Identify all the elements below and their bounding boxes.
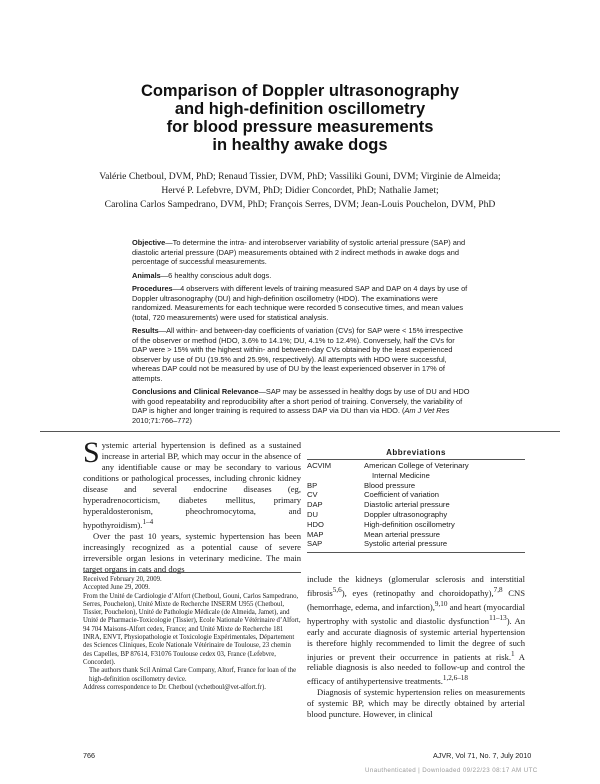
abstract-animals [132, 271, 470, 281]
author-list [40, 170, 560, 212]
reference-marker: 7,8 [493, 586, 503, 594]
abbreviation-definition: American College of Veterinary [364, 461, 469, 470]
reference-marker: 5,6 [332, 586, 342, 594]
body-text: include the kidneys (glomerular sclerosis and interstitial fibrosis [307, 574, 525, 598]
author-line: Hervé P. Lefebvre, DVM, PhD; Didier Concordet, PhD; Nathalie Jamet; [161, 185, 439, 196]
abbreviation-row [307, 539, 525, 549]
abbreviation-definition: High-definition oscillometry [364, 519, 455, 529]
title-line: in healthy awake dogs [212, 136, 388, 154]
abbreviation-row [307, 500, 525, 510]
intro-text: ystemic arterial hypertension is defined as a sustained increase in arterial BP, which may occur in the absence of any identifiable cause or may be secondary to various conditions or pathological processes, including chronic kidney disease and several endocrine diseases (eg, hyperadrenocorticism, diabetes mellitus, primary hyperaldosteronism, pheochromocytoma, and hypothyroidism). [83, 440, 301, 530]
correspondence: Address correspondence to Dr. Chetboul (vchetboul@vet-alfort.fr). [83, 683, 266, 691]
abstract-conclusions [132, 387, 470, 425]
author-line: Carolina Carlos Sampedrano, DVM, PhD; François Serres, DVM; Jean-Louis Pouchelon, DVM, PhD [104, 199, 496, 210]
abbreviation-definition: Mean arterial pressure [364, 529, 440, 539]
procedures-text: —4 observers with different levels of training measured SAP and DAP on 4 days by use of Doppler ultrasonography (DU) and high-definition oscillometry (HDO). The examinations were randomized. Measurements for each technique were recorded 5 consecutive times, and mean values (total, 720 measurements) were used for statistical analysis. [132, 284, 468, 322]
intro-paragraph [83, 436, 301, 531]
abbreviation-row [307, 471, 525, 481]
reference-marker: 1 [511, 649, 515, 658]
body-column-right [307, 574, 525, 720]
body-column-left [83, 436, 301, 575]
animals-text: —6 healthy conscious adult dogs. [160, 270, 272, 280]
abbreviation-code: ACVIM [307, 461, 332, 470]
body-text: ). An early and accurate diagnosis of systemic arterial hypertension is therefore highly recommended to limit the degree of such injuries or prevent their occurrence in patients at risk. [307, 615, 526, 662]
abbreviation-code: SAP [307, 539, 323, 549]
abbreviation-definition: Coefficient of variation [364, 490, 439, 500]
procedures-label: Procedures [132, 284, 173, 293]
abbreviation-code: MAP [307, 529, 324, 539]
reference-marker: 9,10 [434, 599, 448, 608]
page-number: 766 [83, 751, 95, 760]
body-text: ), eyes (retinopathy and choroidopathy), [341, 587, 494, 598]
abbreviation-definition: Diastolic arterial pressure [364, 500, 450, 510]
results-label: Results [132, 326, 159, 335]
abbreviation-code: DU [307, 509, 318, 519]
abbreviation-row [307, 490, 525, 500]
animals-label: Animals [132, 270, 161, 280]
abbreviation-row [307, 461, 525, 471]
abbreviation-row [307, 520, 525, 530]
abstract-procedures [132, 284, 470, 322]
conclusions-text: —SAP may be assessed in healthy dogs by use of DU and HDO with good repeatability and reproducibility after a short period of training. Conversely, the variability of DAP is higher and longer training is required to assess DAP via DU than via HDO. ( [132, 387, 470, 415]
title-line: and high-definition oscillometry [174, 100, 426, 118]
body-text: A reliable diagnosis is also needed to follow-up and control the efficacy of antihypertensive treatments. [307, 651, 525, 687]
body-paragraph: Diagnosis of systemic hypertension relies on measurements of systemic BP, which may be directly obtained by arterial blood puncture. However, in clinical [307, 687, 525, 720]
abbreviation-code [307, 471, 364, 481]
journal-footer: AJVR, Vol 71, No. 7, July 2010 [433, 751, 532, 760]
drop-cap: S [83, 436, 100, 469]
body-text: and heart (myocardial hypertrophy with systolic and diastolic dysfunction [307, 601, 525, 626]
article-notes [83, 576, 301, 692]
title-line: Comparison of Doppler ultrasonography [140, 82, 460, 100]
abbreviation-code: CV [307, 490, 318, 500]
body-paragraph [307, 574, 525, 687]
abbreviation-code: DAP [307, 500, 323, 510]
title-line: for blood pressure measurements [166, 118, 434, 136]
abbreviation-code: HDO [307, 519, 324, 529]
accepted-date: Accepted June 29, 2009. [83, 584, 151, 592]
abbreviation-row [307, 481, 525, 491]
objective-text: —To determine the intra- and interobserver variability of systolic arterial pressure (SAP) and diastolic arterial pressure (DAP) measurements obtained with 2 indirect methods in awake dogs and percentage of successful measurements. [132, 238, 466, 266]
citation-tail: 2010;71:766–772) [132, 415, 193, 425]
journal-citation: Am J Vet Res [404, 406, 450, 415]
reference-marker: 1,2,6–18 [442, 674, 468, 683]
abstract [132, 238, 470, 429]
reference-marker: 1–4 [142, 518, 154, 526]
affiliations: From the Unité de Cardiologie d’Alfort (Chetboul, Gouni, Carlos Sampedrano, Serres, Pouchelon), Unité Mixte de Recherche INSERM U955 (Chetboul, Tissier, Pouchelon), Unité de Pathologie Médicale (de Almeida, Jamet), and Unité de Pharmacie-Toxicologie (Tissier), Ecole Nationale Vétérinaire d’Alfort, 94 704 Maisons-Alfort cedex, France; and Unité Mixte de Recherche 181 INRA, ENVT, Physiopathologie et Toxicologie Expérimentales, Département des Sciences Cliniques, Ecole Nationale Vétérinaire de Toulouse, 23 chemin des Capelles, BP 87614, F31076 Toulouse cedex 03, France (Lefebvre, Concordet). [83, 592, 301, 666]
abbreviation-definition: Systolic arterial pressure [364, 539, 448, 549]
article-title [80, 82, 520, 154]
section-divider [40, 431, 560, 432]
abbreviations-box [307, 448, 525, 553]
abbreviation-row [307, 510, 525, 520]
abbreviation-definition: Internal Medicine [372, 470, 430, 480]
author-line: Valérie Chetboul, DVM, PhD; Renaud Tissier, DVM, PhD; Vassiliki Gouni, DVM; Virginie de Almeida; [99, 171, 501, 182]
download-watermark: Unauthenticated | Downloaded 09/22/23 08:17 AM UTC [365, 767, 538, 774]
acknowledgements: The authors thank Scil Animal Care Company, Altorf, France for loan of the high-definition oscillometry device. [89, 667, 297, 683]
body-text: CNS (hemorrhage, edema, and infarction), [307, 587, 525, 612]
conclusions-label: Conclusions and Clinical Relevance [132, 387, 259, 396]
abbreviation-row [307, 530, 525, 540]
abbreviations-heading: Abbreviations [307, 448, 525, 460]
body-paragraph: Over the past 10 years, systemic hypertension has been increasingly recognized as a potential cause of severe irreversible organ lesions in veterinary medicine. The main target organs in cats and dogs [83, 530, 301, 574]
footnote-divider [83, 572, 301, 573]
abbreviations-bottom-rule [307, 552, 525, 553]
results-text: —All within- and between-day coefficients of variation (CVs) for SAP were < 15% irrespective of the observer or method (HDO, 3.6% to 14.1%; DU, 4.1% to 12.4%). Conversely, half the CVs for DAP were > 15% with the highest within- and between-day CVs obtained by the least experienced observer by use of DU (19.5% and 25.9%, respectively). All attempts with HDO were successful, whereas DAP could not be measured by use of DU by the least experienced observer in 17% of attempts. [132, 326, 464, 383]
abbreviation-definition: Doppler ultrasonography [364, 509, 448, 519]
abstract-objective [132, 238, 470, 267]
abbreviation-code: BP [307, 480, 318, 490]
objective-label: Objective [132, 238, 166, 247]
abbreviation-definition: Blood pressure [364, 480, 416, 490]
abstract-results [132, 326, 470, 383]
reference-marker: 11–13 [489, 613, 507, 622]
received-date: Received February 20, 2009. [83, 576, 162, 583]
